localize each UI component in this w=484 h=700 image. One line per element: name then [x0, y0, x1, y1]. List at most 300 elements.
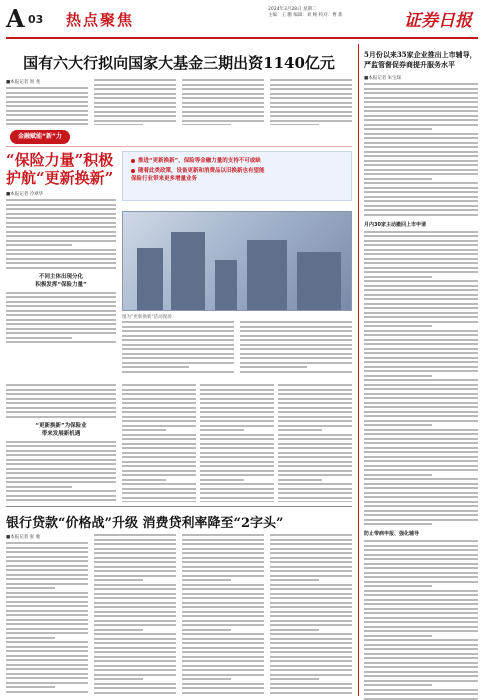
text-line — [6, 101, 88, 103]
text-line — [182, 593, 264, 595]
text-line — [182, 647, 264, 649]
text-line — [364, 424, 432, 426]
text-line — [182, 602, 264, 604]
text-line — [94, 561, 176, 563]
text-line — [6, 677, 88, 679]
text-line — [364, 599, 478, 601]
text-line — [182, 120, 264, 122]
text-line — [364, 693, 478, 695]
text-line — [182, 584, 264, 586]
text-line — [94, 602, 176, 604]
text-line — [6, 551, 88, 553]
text-line — [122, 492, 196, 494]
text-line — [278, 456, 352, 458]
text-line — [200, 474, 274, 476]
text-line — [270, 111, 352, 113]
text-line — [94, 106, 176, 108]
text-line — [122, 429, 166, 431]
text-line — [364, 119, 478, 121]
text-line — [6, 262, 116, 264]
text-line — [182, 683, 264, 685]
text-line — [278, 420, 352, 422]
text-line — [278, 492, 352, 494]
top-story-headline: 国有六大行拟向国家大基金三期出资1140亿元 — [23, 54, 335, 72]
text-line — [6, 323, 116, 325]
text-line — [364, 267, 478, 269]
text-line — [270, 683, 352, 685]
text-line — [200, 438, 274, 440]
text-line — [182, 111, 264, 113]
text-lines — [6, 542, 88, 694]
text-line — [240, 366, 307, 368]
text-line — [6, 296, 116, 298]
text-line — [364, 451, 478, 453]
text-line — [364, 142, 478, 144]
text-line — [182, 615, 264, 617]
text-line — [6, 682, 88, 684]
text-line — [122, 501, 196, 502]
text-column — [6, 384, 116, 502]
right-column — [358, 44, 478, 696]
text-line — [6, 389, 116, 391]
text-line — [94, 570, 176, 572]
masthead-rule — [6, 37, 478, 39]
text-line — [182, 687, 264, 689]
photo-building — [137, 248, 163, 310]
text-line — [6, 341, 116, 343]
text-line — [6, 574, 88, 576]
feature-right-body — [122, 321, 352, 375]
text-line — [6, 450, 116, 452]
text-line — [364, 415, 478, 417]
text-line — [200, 456, 274, 458]
text-line — [270, 84, 352, 86]
right-story-subhead: 月内30家主动撤回上市申请 — [364, 221, 426, 228]
text-line — [364, 505, 478, 507]
text-line — [122, 353, 234, 355]
text-line — [200, 434, 274, 436]
text-lines — [200, 384, 274, 502]
text-line — [364, 460, 478, 462]
text-line — [270, 115, 352, 117]
text-column — [94, 534, 176, 694]
text-line — [364, 429, 478, 431]
text-line — [270, 633, 352, 635]
text-line — [6, 253, 116, 255]
text-line — [270, 106, 352, 108]
text-line — [182, 656, 264, 658]
text-line — [6, 610, 88, 612]
text-line — [270, 692, 352, 694]
text-lines — [270, 79, 352, 125]
text-line — [182, 561, 264, 563]
text-line — [6, 614, 88, 616]
text-line — [6, 123, 88, 125]
text-line — [364, 594, 478, 596]
text-line — [6, 267, 116, 269]
text-line — [270, 611, 352, 613]
text-lines — [6, 87, 88, 125]
text-line — [6, 305, 116, 307]
text-line — [182, 106, 264, 108]
text-line — [364, 173, 478, 175]
text-line — [94, 624, 176, 626]
text-line — [6, 668, 88, 670]
text-line — [122, 389, 196, 391]
text-line — [94, 115, 176, 117]
text-line — [94, 102, 176, 104]
text-line — [364, 698, 478, 700]
text-line — [122, 420, 196, 422]
text-line — [364, 402, 478, 404]
text-line — [94, 687, 176, 689]
text-line — [278, 438, 352, 440]
key-point-text: 推进“更新换新”，保险等金融力量的支持不可或缺 — [138, 158, 261, 164]
text-line — [94, 683, 176, 685]
right-story-body — [364, 83, 478, 700]
text-line — [364, 244, 478, 246]
text-line — [364, 379, 478, 381]
text-column — [270, 534, 352, 694]
text-line — [94, 588, 176, 590]
text-line — [364, 258, 478, 260]
text-line — [6, 592, 88, 594]
text-line — [364, 653, 478, 655]
bottom-story-body — [6, 534, 352, 694]
text-line — [278, 429, 322, 431]
text-line — [364, 514, 478, 516]
right-story-subhead: 防止带病申报、强化辅导 — [364, 531, 420, 537]
key-point — [131, 167, 343, 183]
text-lines — [364, 83, 478, 216]
feature-left-column — [6, 151, 116, 375]
text-line — [94, 593, 176, 595]
bullet-icon — [131, 159, 135, 163]
text-line — [182, 620, 264, 622]
text-lines — [240, 321, 352, 375]
text-line — [122, 326, 234, 328]
text-line — [6, 240, 116, 242]
text-line — [200, 411, 274, 413]
text-line — [122, 384, 196, 386]
text-line — [182, 575, 264, 577]
text-line — [270, 642, 352, 644]
text-line — [270, 588, 352, 590]
text-line — [364, 519, 478, 521]
text-line — [364, 187, 478, 189]
text-line — [270, 602, 352, 604]
text-line — [6, 495, 116, 497]
text-line — [278, 398, 352, 400]
text-line — [200, 447, 274, 449]
text-line — [364, 370, 478, 372]
text-line — [270, 579, 319, 581]
top-story-body — [6, 79, 352, 125]
text-line — [270, 678, 319, 680]
right-story-byline: ■本报记者 朱宝琛 — [364, 76, 402, 81]
text-line — [278, 411, 352, 413]
text-line — [270, 548, 352, 550]
text-line — [182, 566, 264, 568]
text-line — [182, 665, 264, 667]
text-line — [182, 606, 264, 608]
text-line — [182, 674, 264, 676]
text-line — [6, 204, 116, 206]
text-line — [94, 615, 176, 617]
text-line — [182, 534, 264, 536]
text-line — [364, 155, 478, 157]
text-line — [278, 479, 322, 481]
text-line — [270, 606, 352, 608]
page-number: A — [6, 4, 25, 33]
text-line — [182, 579, 231, 581]
feature-byline: ■本报记者 冷翠华 — [6, 192, 44, 197]
text-line — [278, 452, 352, 454]
text-line — [200, 452, 274, 454]
text-lines — [6, 441, 116, 503]
text-line — [94, 651, 176, 653]
text-line — [200, 407, 274, 409]
text-line — [122, 321, 234, 323]
text-line — [6, 208, 116, 210]
text-line — [200, 470, 274, 472]
text-line — [6, 402, 116, 404]
text-line — [270, 120, 352, 122]
text-line — [6, 337, 72, 339]
text-line — [364, 689, 478, 691]
text-line — [200, 393, 274, 395]
text-line — [6, 637, 55, 639]
text-line — [94, 629, 143, 631]
text-line — [364, 146, 478, 148]
text-line — [182, 570, 264, 572]
text-line — [6, 332, 116, 334]
text-line — [6, 114, 88, 116]
text-lines — [94, 534, 176, 694]
text-line — [6, 199, 116, 201]
text-line — [6, 619, 88, 621]
text-line — [182, 611, 264, 613]
text-line — [6, 310, 116, 312]
banner-badge: 金融赋能“新”力 — [10, 130, 70, 144]
text-lines — [6, 384, 116, 418]
feature-continuation — [6, 384, 352, 502]
text-line — [6, 686, 55, 688]
text-line — [270, 552, 352, 554]
text-line — [6, 463, 116, 465]
text-line — [6, 601, 88, 603]
text-line — [270, 557, 352, 559]
text-lines — [6, 199, 116, 269]
text-line — [364, 657, 478, 659]
text-line — [122, 371, 234, 373]
text-line — [364, 474, 432, 476]
text-line — [270, 88, 352, 90]
text-line — [364, 501, 478, 503]
text-line — [6, 258, 116, 260]
text-line — [364, 581, 478, 583]
text-line — [364, 483, 478, 485]
text-line — [182, 124, 231, 125]
feature-subhead: 不同主体出现分化 积极发挥“保险力量” — [35, 273, 87, 288]
text-line — [364, 97, 478, 99]
masthead — [6, 4, 478, 40]
text-lines — [6, 292, 116, 344]
text-column — [6, 534, 88, 694]
text-line — [364, 312, 478, 314]
text-line — [278, 434, 352, 436]
text-line — [364, 124, 478, 126]
text-line — [182, 543, 264, 545]
text-line — [364, 214, 478, 216]
text-line — [278, 501, 352, 502]
text-line — [94, 642, 176, 644]
text-line — [122, 402, 196, 404]
text-line — [6, 328, 116, 330]
bottom-story-byline: ■本报记者 张 驰 — [6, 535, 41, 540]
text-line — [364, 133, 478, 135]
text-line — [240, 330, 352, 332]
key-point-text: 随着此类政策，设备更新和消费品以旧换新也有望能 保险行业带来更多增量业务 — [131, 168, 265, 182]
text-line — [6, 119, 88, 121]
text-line — [364, 612, 478, 614]
text-line — [278, 447, 352, 449]
text-line — [364, 289, 478, 291]
text-line — [278, 483, 352, 485]
text-line — [364, 639, 478, 641]
text-line — [364, 442, 478, 444]
text-line — [240, 339, 352, 341]
text-line — [364, 420, 478, 422]
text-line — [364, 316, 478, 318]
text-line — [6, 655, 88, 657]
section-divider — [6, 506, 352, 507]
text-line — [364, 307, 478, 309]
text-line — [94, 620, 176, 622]
text-line — [200, 443, 274, 445]
text-line — [122, 357, 234, 359]
text-line — [200, 425, 274, 427]
text-line — [364, 352, 478, 354]
text-line — [182, 93, 264, 95]
text-line — [270, 624, 352, 626]
text-line — [182, 638, 264, 640]
text-line — [6, 222, 116, 224]
text-line — [182, 102, 264, 104]
text-line — [6, 542, 88, 544]
text-line — [6, 472, 116, 474]
text-line — [122, 362, 234, 364]
text-line — [200, 398, 274, 400]
text-line — [364, 151, 478, 153]
text-line — [94, 84, 176, 86]
text-line — [364, 621, 478, 623]
text-line — [364, 510, 478, 512]
text-line — [364, 411, 478, 413]
text-line — [94, 552, 176, 554]
text-line — [94, 566, 176, 568]
text-column — [200, 384, 274, 502]
text-line — [278, 474, 352, 476]
text-line — [364, 209, 478, 211]
text-line — [364, 253, 478, 255]
text-line — [182, 548, 264, 550]
text-line — [6, 416, 116, 418]
text-line — [6, 231, 116, 233]
text-line — [200, 429, 244, 431]
text-line — [122, 398, 196, 400]
text-line — [364, 249, 478, 251]
text-lines — [364, 231, 478, 526]
text-line — [122, 411, 196, 413]
text-line — [94, 611, 176, 613]
text-line — [182, 642, 264, 644]
text-line — [6, 623, 88, 625]
text-line — [6, 411, 116, 413]
text-line — [364, 635, 432, 637]
text-line — [122, 497, 196, 499]
text-line — [270, 647, 352, 649]
feature-subhead: “更新换新”为保险业 带来发展新机遇 — [35, 422, 87, 437]
text-line — [94, 665, 176, 667]
text-line — [6, 441, 116, 443]
text-line — [364, 128, 432, 130]
text-line — [122, 393, 196, 395]
text-line — [364, 626, 478, 628]
text-line — [270, 566, 352, 568]
text-line — [364, 262, 478, 264]
text-line — [6, 673, 88, 675]
text-line — [364, 191, 478, 193]
feature-story — [6, 151, 352, 375]
text-line — [364, 671, 478, 673]
text-line — [122, 407, 196, 409]
text-line — [6, 384, 116, 386]
text-line — [122, 348, 234, 350]
text-line — [364, 271, 478, 273]
text-line — [270, 597, 352, 599]
text-line — [182, 552, 264, 554]
feature-photo — [122, 211, 352, 311]
text-line — [94, 692, 176, 694]
text-column — [182, 79, 264, 125]
text-line — [94, 633, 176, 635]
text-line — [278, 470, 352, 472]
text-line — [364, 549, 478, 551]
text-line — [6, 565, 88, 567]
text-line — [6, 632, 88, 634]
text-line — [200, 497, 274, 499]
text-line — [122, 483, 196, 485]
text-line — [6, 691, 88, 693]
issue-meta: 2024年3月28日 星期二 主编：王 鹏 编辑：刘 畅 校对：曹 新 — [268, 7, 343, 18]
text-line — [182, 84, 264, 86]
text-line — [6, 213, 116, 215]
text-line — [6, 292, 116, 294]
text-line — [364, 384, 478, 386]
text-line — [364, 388, 478, 390]
text-line — [200, 420, 274, 422]
text-line — [364, 164, 478, 166]
text-line — [364, 438, 478, 440]
text-line — [270, 79, 352, 81]
text-line — [240, 348, 352, 350]
newspaper-logo: 证券日报 — [404, 11, 472, 31]
bottom-story-headline: 银行贷款“价格战”升级 消费贷利率降至“2字头” — [6, 516, 284, 531]
text-line — [240, 371, 352, 373]
text-line — [278, 425, 352, 427]
text-line — [270, 656, 352, 658]
